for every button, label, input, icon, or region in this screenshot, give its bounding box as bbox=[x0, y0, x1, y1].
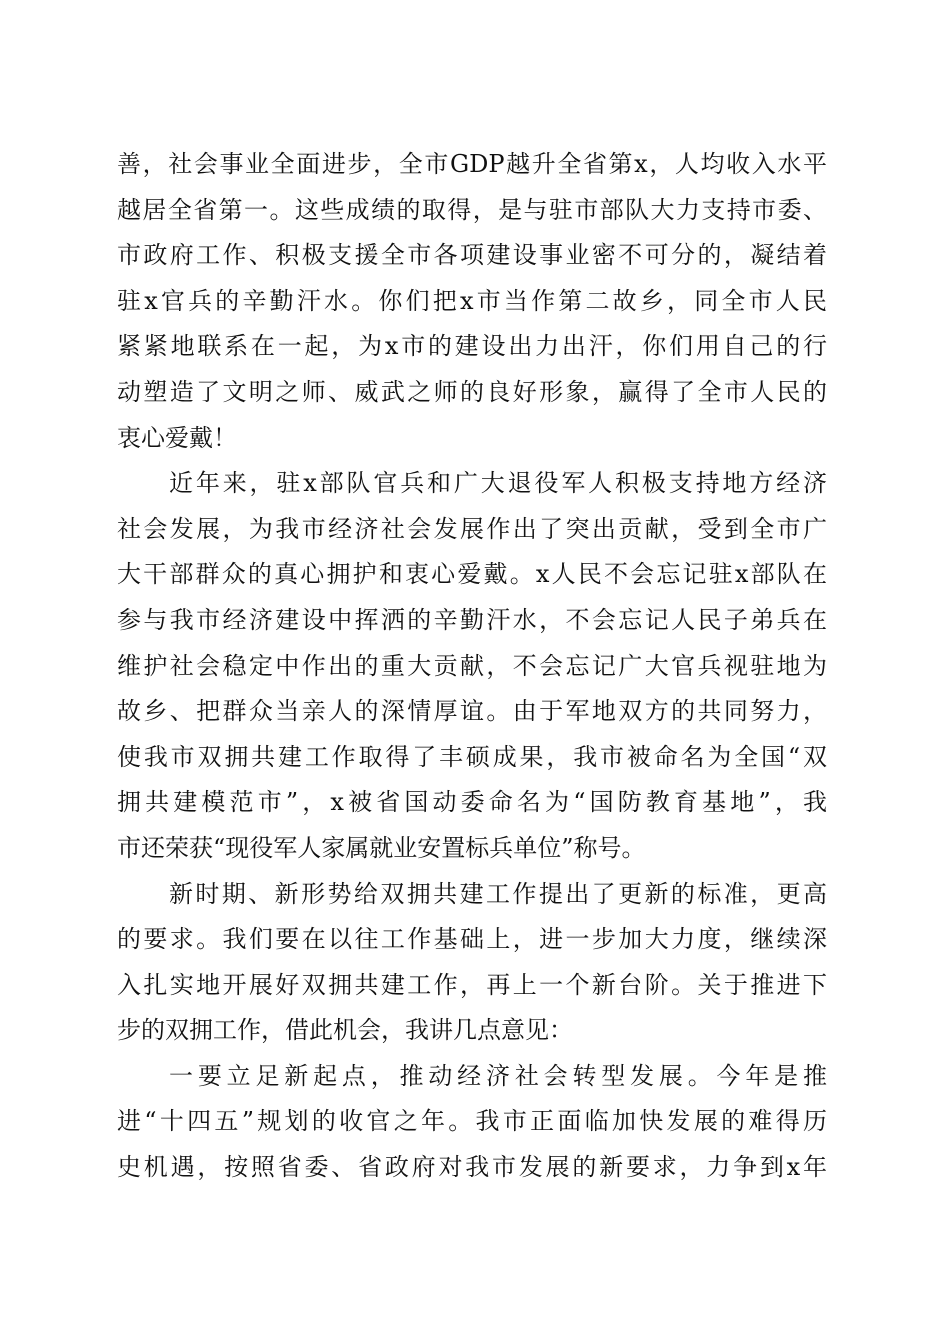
text-line: 拥共建模范市”，x被省国动委命名为“国防教育基地”，我 bbox=[117, 788, 827, 817]
paragraph bbox=[117, 872, 827, 1054]
text-line: 市还荣获“现役军人家属就业安置标兵单位”称号。 bbox=[117, 833, 646, 862]
text-line: 维护社会稳定中作出的重大贡献，不会忘记广大官兵视驻地为 bbox=[117, 651, 827, 680]
text-line: 善，社会事业全面进步，全市GDP越升全省第x，人均收入水平 bbox=[117, 150, 827, 178]
text-line: 驻x官兵的辛勤汗水。你们把x市当作第二故乡，同全市人民 bbox=[117, 286, 827, 315]
text-line: 史机遇，按照省委、省政府对我市发展的新要求，力争到x年 bbox=[117, 1153, 827, 1182]
text-line: 市政府工作、积极支援全市各项建设事业密不可分的，凝结着 bbox=[117, 241, 827, 270]
text-line: 使我市双拥共建工作取得了丰硕成果，我市被命名为全国“双 bbox=[117, 742, 827, 771]
paragraph bbox=[117, 461, 827, 871]
text-line: 紧紧地联系在一起，为x市的建设出力出汗，你们用自己的行 bbox=[117, 332, 827, 361]
text-line: 越居全省第一。这些成绩的取得，是与驻市部队大力支持市委、 bbox=[117, 195, 827, 224]
text-line: 参与我市经济建设中挥洒的辛勤汗水，不会忘记人民子弟兵在 bbox=[117, 605, 827, 634]
paragraph bbox=[117, 142, 827, 461]
text-line: 近年来，驻x部队官兵和广大退役军人积极支持地方经济 bbox=[169, 469, 827, 498]
paragraph bbox=[117, 1054, 827, 1191]
text-line: 步的双拥工作，借此机会，我讲几点意见： bbox=[117, 1016, 573, 1045]
text-line: 社会发展，为我市经济社会发展作出了突出贡献，受到全市广 bbox=[117, 514, 827, 543]
text-line: 新时期、新形势给双拥共建工作提出了更新的标准，更高 bbox=[169, 879, 827, 908]
text-line: 的要求。我们要在以往工作基础上，进一步加大力度，继续深 bbox=[117, 925, 827, 954]
text-line: 入扎实地开展好双拥共建工作，再上一个新台阶。关于推进下 bbox=[117, 970, 827, 999]
text-line: 故乡、把群众当亲人的深情厚谊。由于军地双方的共同努力， bbox=[117, 697, 827, 726]
text-line: 一要立足新起点，推动经济社会转型发展。今年是推 bbox=[169, 1061, 827, 1090]
text-line: 衷心爱戴！ bbox=[117, 423, 237, 452]
text-line: 动塑造了文明之师、威武之师的良好形象，赢得了全市人民的 bbox=[117, 377, 827, 406]
text-line: 进“十四五”规划的收官之年。我市正面临加快发展的难得历 bbox=[117, 1107, 827, 1136]
text-line: 大干部群众的真心拥护和衷心爱戴。x人民不会忘记驻x部队在 bbox=[117, 560, 827, 589]
document-body bbox=[117, 142, 827, 1191]
